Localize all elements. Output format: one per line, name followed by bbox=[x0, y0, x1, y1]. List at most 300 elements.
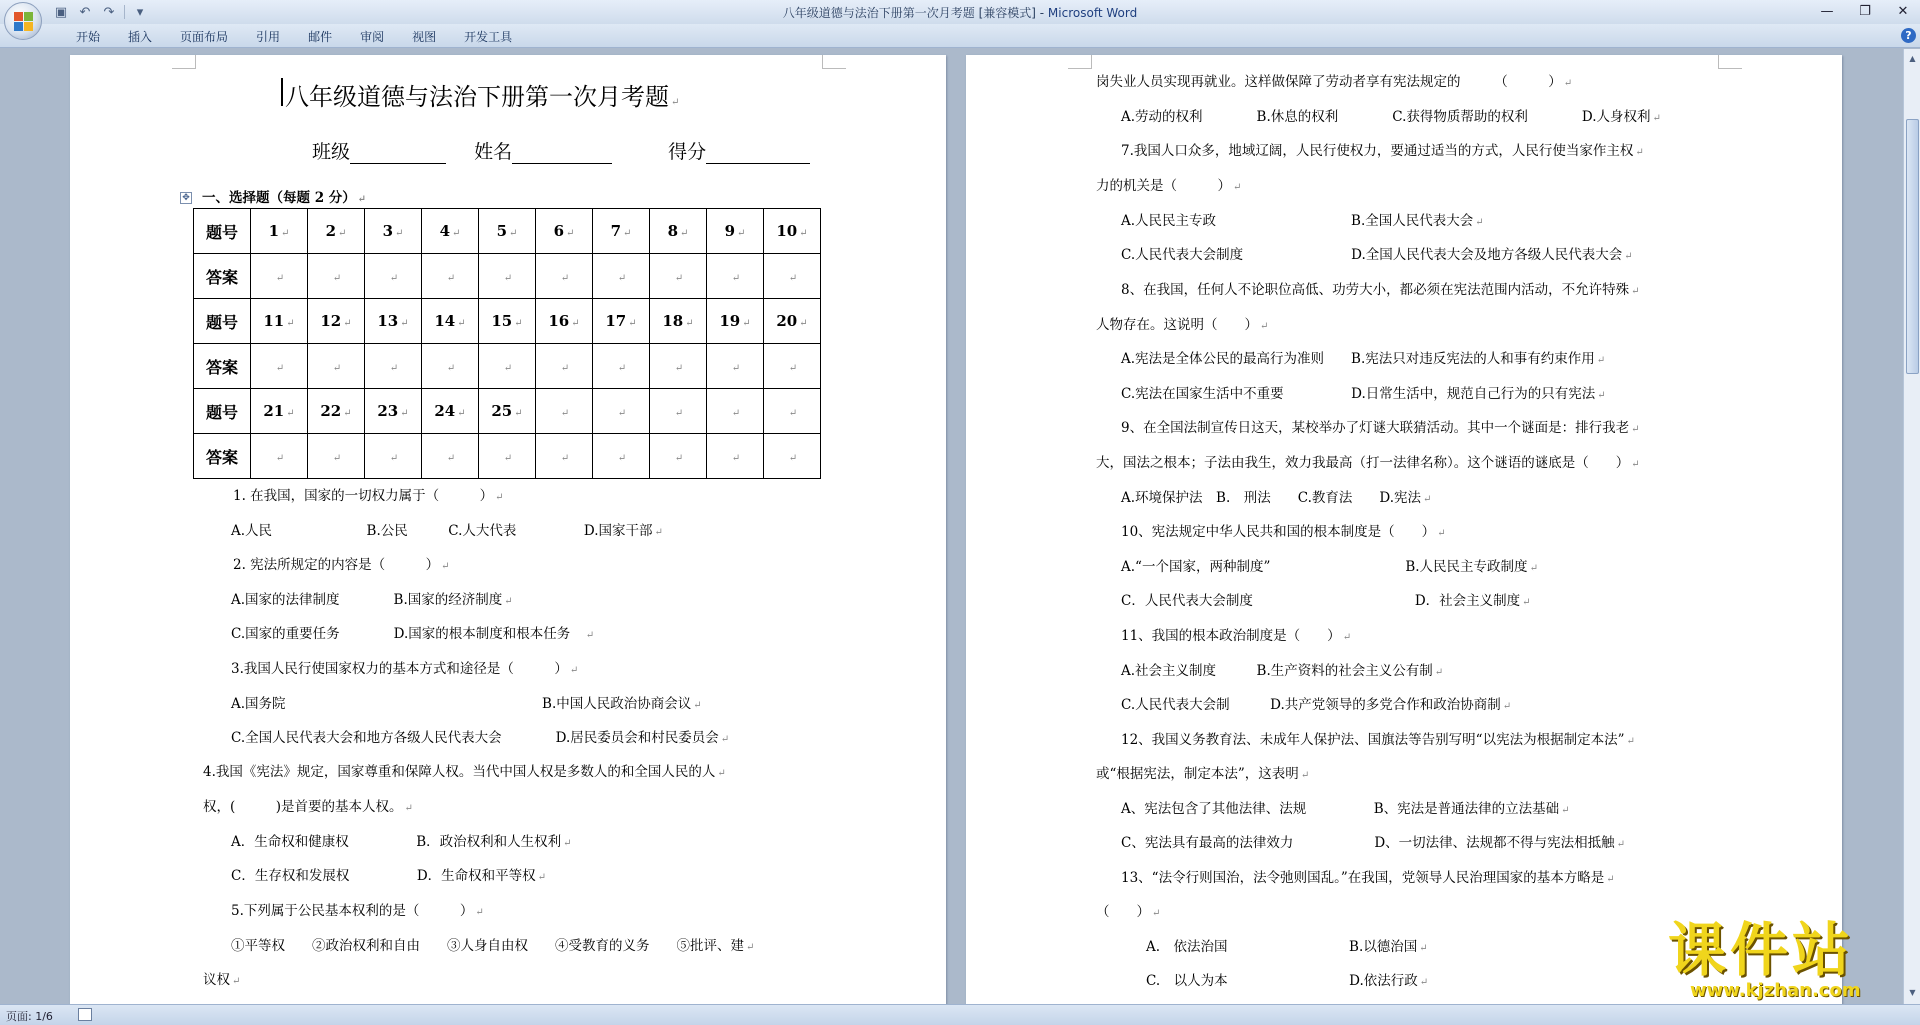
question-number: 23 bbox=[377, 402, 399, 420]
cell-mark: ↵ bbox=[281, 228, 290, 239]
paragraph-mark: ↵ bbox=[569, 665, 579, 676]
question-number: 11 bbox=[263, 312, 285, 330]
score-label: 得分 bbox=[668, 141, 707, 163]
question-line[interactable] bbox=[231, 937, 754, 957]
question-text: 12、我国义务教育法、未成年人保护法、国旗法等告别写明“以宪法为根据制定本法” bbox=[1121, 732, 1625, 748]
question-number-cell[interactable] bbox=[251, 299, 308, 344]
answer-cell[interactable] bbox=[593, 344, 650, 389]
paragraph-mark: ↵ bbox=[441, 561, 450, 572]
paragraph-mark: ↵ bbox=[1631, 459, 1640, 470]
document-heading[interactable] bbox=[285, 77, 679, 112]
question-line[interactable] bbox=[1096, 903, 1160, 923]
paragraph-mark: ↵ bbox=[1624, 251, 1633, 262]
title-bar bbox=[0, 0, 1920, 24]
question-line[interactable] bbox=[1121, 731, 1635, 751]
cell-mark: ↵ bbox=[457, 408, 466, 419]
answer-cell[interactable] bbox=[764, 434, 821, 479]
question-text: C．人民代表大会制度 D．社会主义制度 bbox=[1121, 593, 1521, 609]
question-text: 力的机关是（ ） bbox=[1096, 178, 1231, 194]
margin-corner-tl bbox=[1068, 55, 1092, 69]
question-line[interactable] bbox=[1121, 523, 1446, 543]
redo-icon[interactable]: ↷ bbox=[103, 4, 115, 20]
row-header-answer[interactable]: 答案 bbox=[194, 254, 251, 299]
question-number-cell[interactable] bbox=[308, 209, 365, 254]
question-number-cell[interactable] bbox=[251, 389, 308, 434]
answer-cell[interactable] bbox=[593, 254, 650, 299]
paragraph-mark: ↵ bbox=[1260, 321, 1269, 332]
question-line[interactable] bbox=[231, 833, 572, 853]
paragraph-mark: ↵ bbox=[1152, 908, 1161, 919]
question-text: A.人民 B.公民 C.人大代表 D.国家干部 bbox=[231, 523, 653, 539]
question-number: 17 bbox=[605, 312, 627, 330]
maximize-button[interactable]: ❐ bbox=[1859, 3, 1871, 19]
document-title: 八年级道德与法治下册第一次月考题 [兼容模式] - bbox=[782, 6, 1048, 20]
answer-cell[interactable] bbox=[308, 344, 365, 389]
question-number-cell[interactable] bbox=[308, 389, 365, 434]
scroll-down-icon[interactable]: ▼ bbox=[1909, 988, 1916, 997]
question-line[interactable] bbox=[231, 729, 729, 749]
question-number-cell[interactable] bbox=[593, 389, 650, 434]
cell-mark: ↵ bbox=[560, 453, 570, 464]
cell-mark: ↵ bbox=[332, 453, 342, 464]
question-text: A、宪法包含了其他法律、法规 B、宪法是普通法律的立法基础 bbox=[1121, 801, 1560, 817]
paragraph-mark: ↵ bbox=[1631, 424, 1640, 435]
cell-mark: ↵ bbox=[503, 363, 513, 374]
question-number: 18 bbox=[662, 312, 684, 330]
paragraph-mark: ↵ bbox=[1561, 805, 1570, 816]
answer-cell[interactable] bbox=[764, 344, 821, 389]
table-move-handle-icon[interactable]: ✥ bbox=[180, 192, 192, 204]
paragraph-mark: ↵ bbox=[1437, 528, 1446, 539]
question-number: 6 bbox=[553, 222, 565, 240]
question-number-cell[interactable] bbox=[650, 209, 707, 254]
question-line[interactable] bbox=[1121, 662, 1443, 682]
student-info-row[interactable] bbox=[312, 137, 832, 164]
paragraph-mark: ↵ bbox=[1419, 977, 1429, 988]
question-text: A.国务院 B.中国人民政治协商会议 bbox=[231, 696, 692, 712]
cell-mark: ↵ bbox=[503, 453, 513, 464]
question-text: 4.我国《宪法》规定，国家尊重和保障人权。当代中国人权是多数人的和全国人民的人 bbox=[203, 764, 716, 780]
question-number-cell[interactable] bbox=[650, 299, 707, 344]
minimize-button[interactable]: — bbox=[1820, 3, 1834, 19]
paragraph-mark: ↵ bbox=[357, 194, 367, 205]
question-line[interactable] bbox=[1121, 834, 1625, 854]
window-controls bbox=[1816, 1, 1914, 21]
question-text: 13、“法令行则国治，法令弛则国乱。”在我国，党领导人民治理国家的基本方略是 bbox=[1121, 870, 1605, 886]
question-line[interactable] bbox=[231, 867, 546, 887]
question-number: 10 bbox=[776, 222, 798, 240]
answer-cell[interactable] bbox=[365, 254, 422, 299]
question-text: 11、我国的根本政治制度是（ ） bbox=[1121, 628, 1341, 644]
question-text: C．生存权和发展权 D．生命权和平等权 bbox=[231, 868, 536, 884]
cell-mark: ↵ bbox=[799, 318, 808, 329]
question-text: 1. 在我国，国家的一切权力属于（ ） bbox=[233, 488, 494, 504]
answer-cell[interactable] bbox=[479, 254, 536, 299]
close-button[interactable]: ✕ bbox=[1897, 3, 1909, 19]
question-number-cell[interactable] bbox=[479, 209, 536, 254]
question-line[interactable] bbox=[231, 660, 578, 680]
cell-mark: ↵ bbox=[446, 273, 456, 284]
cell-mark: ↵ bbox=[617, 453, 627, 464]
cell-mark: ↵ bbox=[731, 453, 741, 464]
cell-mark: ↵ bbox=[788, 408, 798, 419]
answer-cell[interactable] bbox=[536, 254, 593, 299]
question-line[interactable] bbox=[203, 971, 240, 991]
answer-table[interactable] bbox=[193, 208, 821, 479]
cell-mark: ↵ bbox=[737, 228, 746, 239]
question-number: 9 bbox=[724, 222, 736, 240]
answer-cell[interactable] bbox=[365, 434, 422, 479]
paragraph-mark: ↵ bbox=[504, 596, 513, 607]
name-blank[interactable] bbox=[512, 144, 612, 164]
paragraph-mark: ↵ bbox=[1597, 390, 1606, 401]
question-text: 岗失业人员实现再就业。这样做保障了劳动者享有宪法规定的 （ ） bbox=[1096, 74, 1562, 90]
cell-mark: ↵ bbox=[286, 318, 295, 329]
cell-mark: ↵ bbox=[674, 453, 684, 464]
cell-mark: ↵ bbox=[674, 408, 684, 419]
answer-cell[interactable] bbox=[251, 344, 308, 389]
question-text: （ ） bbox=[1096, 904, 1150, 920]
watermark-text: 课件站 bbox=[1668, 916, 1855, 984]
answer-cell[interactable] bbox=[707, 434, 764, 479]
question-line[interactable] bbox=[1121, 558, 1538, 578]
scroll-up-icon[interactable]: ▲ bbox=[1909, 54, 1916, 63]
tab-developer[interactable]: 开发工具 bbox=[464, 30, 513, 44]
question-text: 大，国法之根本；子法由我生，效力我最高（打一法律名称）。这个谜语的谜底是（ ） bbox=[1096, 455, 1630, 471]
question-number-cell[interactable] bbox=[764, 299, 821, 344]
heading-text: 八年级道德与法治下册第一次月考题 bbox=[285, 83, 669, 111]
paragraph-mark: ↵ bbox=[1233, 182, 1242, 193]
question-number: 21 bbox=[263, 402, 285, 420]
question-number-cell[interactable] bbox=[422, 209, 479, 254]
question-line[interactable] bbox=[1121, 592, 1531, 612]
question-text: 议权 bbox=[203, 972, 230, 988]
score-blank[interactable] bbox=[706, 144, 810, 164]
cell-mark: ↵ bbox=[731, 363, 741, 374]
answer-cell[interactable] bbox=[365, 344, 422, 389]
question-number-cell[interactable] bbox=[764, 209, 821, 254]
cell-mark: ↵ bbox=[685, 318, 694, 329]
question-number: 14 bbox=[434, 312, 456, 330]
cell-mark: ↵ bbox=[400, 318, 409, 329]
tab-page-layout[interactable]: 页面布局 bbox=[180, 30, 229, 44]
question-line[interactable] bbox=[233, 487, 504, 507]
paragraph-mark: ↵ bbox=[563, 838, 572, 849]
question-number: 5 bbox=[496, 222, 508, 240]
paragraph-mark: ↵ bbox=[232, 976, 241, 987]
paragraph-mark: ↵ bbox=[1626, 736, 1635, 747]
cell-mark: ↵ bbox=[617, 273, 627, 284]
paragraph-mark: ↵ bbox=[693, 700, 702, 711]
question-line[interactable] bbox=[203, 763, 726, 783]
question-line[interactable] bbox=[231, 625, 594, 645]
question-number-cell[interactable] bbox=[593, 299, 650, 344]
question-number: 15 bbox=[491, 312, 513, 330]
answer-cell[interactable] bbox=[593, 434, 650, 479]
cell-mark: ↵ bbox=[389, 363, 399, 374]
cell-mark: ↵ bbox=[560, 408, 570, 419]
save-icon[interactable]: ▣ bbox=[54, 4, 68, 20]
question-number-cell[interactable] bbox=[365, 389, 422, 434]
question-number-cell[interactable] bbox=[707, 299, 764, 344]
question-number: 22 bbox=[320, 402, 342, 420]
question-number-cell[interactable] bbox=[707, 209, 764, 254]
paragraph-mark: ↵ bbox=[1652, 113, 1661, 124]
question-line[interactable] bbox=[1096, 765, 1309, 785]
question-line[interactable] bbox=[231, 695, 702, 715]
paragraph-mark: ↵ bbox=[1563, 78, 1573, 89]
answer-cell[interactable] bbox=[650, 344, 707, 389]
cell-mark: ↵ bbox=[731, 273, 741, 284]
document-workspace[interactable] bbox=[0, 49, 1900, 1004]
answer-cell[interactable] bbox=[707, 344, 764, 389]
answer-cell[interactable] bbox=[251, 434, 308, 479]
question-line[interactable] bbox=[1096, 73, 1572, 93]
question-line[interactable] bbox=[1121, 108, 1661, 128]
question-number-cell[interactable] bbox=[479, 389, 536, 434]
answer-cell[interactable] bbox=[422, 254, 479, 299]
customize-qat-dropdown-icon[interactable]: ▾ bbox=[136, 4, 144, 20]
answer-cell[interactable] bbox=[422, 434, 479, 479]
tab-mailings[interactable]: 邮件 bbox=[308, 30, 333, 44]
answer-table-answer-row bbox=[194, 344, 821, 389]
paragraph-mark: ↵ bbox=[1434, 667, 1444, 678]
cell-mark: ↵ bbox=[623, 228, 632, 239]
paragraph-mark: ↵ bbox=[1635, 147, 1644, 158]
paragraph-mark: ↵ bbox=[495, 492, 504, 503]
cell-mark: ↵ bbox=[788, 273, 798, 284]
question-text: A．生命权和健康权 B．政治权利和人生权利 bbox=[231, 834, 562, 850]
answer-cell[interactable] bbox=[308, 254, 365, 299]
question-number: 4 bbox=[439, 222, 451, 240]
paragraph-mark: ↵ bbox=[537, 872, 547, 883]
answer-cell[interactable] bbox=[764, 254, 821, 299]
answer-cell[interactable] bbox=[422, 344, 479, 389]
help-icon[interactable]: ? bbox=[1901, 28, 1916, 43]
margin-corner-tl bbox=[172, 55, 196, 69]
answer-cell[interactable] bbox=[479, 434, 536, 479]
paragraph-mark: ↵ bbox=[1522, 597, 1531, 608]
question-number-cell[interactable] bbox=[365, 209, 422, 254]
proofing-icon[interactable] bbox=[78, 1008, 92, 1021]
paragraph-mark: ↵ bbox=[1475, 217, 1484, 228]
question-number-cell[interactable] bbox=[251, 209, 308, 254]
question-line[interactable] bbox=[1096, 177, 1241, 197]
margin-corner-tr bbox=[822, 55, 846, 69]
question-number: 16 bbox=[548, 312, 570, 330]
question-number-cell[interactable] bbox=[422, 299, 479, 344]
answer-cell[interactable] bbox=[479, 344, 536, 389]
question-text: 2. 宪法所规定的内容是（ ） bbox=[233, 557, 440, 573]
question-number: 7 bbox=[610, 222, 622, 240]
paragraph-mark: ↵ bbox=[1342, 632, 1352, 643]
cell-mark: ↵ bbox=[731, 408, 741, 419]
question-number: 12 bbox=[320, 312, 342, 330]
question-text: 8、在我国，任何人不论职位高低、功劳大小，都必须在宪法范围内活动，不允许特殊 bbox=[1121, 282, 1630, 298]
row-header-number[interactable]: 题号 bbox=[194, 299, 251, 344]
page-count[interactable]: 页面: 1/6 bbox=[6, 1010, 53, 1023]
question-text: C.人民代表大会制度 D.全国人民代表大会及地方各级人民代表大会 bbox=[1121, 247, 1623, 263]
cell-mark: ↵ bbox=[799, 228, 808, 239]
question-line[interactable] bbox=[1121, 869, 1615, 889]
question-line[interactable] bbox=[231, 902, 484, 922]
cell-mark: ↵ bbox=[617, 408, 627, 419]
cell-mark: ↵ bbox=[503, 273, 513, 284]
name-label: 姓名 bbox=[474, 141, 513, 163]
cell-mark: ↵ bbox=[788, 453, 798, 464]
question-number-cell[interactable] bbox=[650, 389, 707, 434]
answer-table-number-row bbox=[194, 299, 821, 344]
page-2[interactable] bbox=[966, 55, 1842, 1004]
tab-insert[interactable]: 插入 bbox=[128, 30, 153, 44]
cell-mark: ↵ bbox=[275, 363, 285, 374]
row-header-number[interactable]: 题号 bbox=[194, 209, 251, 254]
scroll-thumb[interactable] bbox=[1906, 119, 1919, 374]
question-number-cell[interactable] bbox=[593, 209, 650, 254]
paragraph-mark: ↵ bbox=[1606, 874, 1615, 885]
office-button[interactable] bbox=[4, 2, 42, 40]
question-line[interactable] bbox=[231, 522, 663, 542]
answer-cell[interactable] bbox=[650, 254, 707, 299]
answer-table-answer-row bbox=[194, 254, 821, 299]
question-number: 2 bbox=[325, 222, 337, 240]
margin-corner-tr bbox=[1718, 55, 1742, 69]
tab-view[interactable]: 视图 bbox=[412, 30, 437, 44]
question-line[interactable] bbox=[233, 556, 450, 576]
question-text: 9、在全国法制宣传日这天，某校举办了灯谜大联猜活动。其中一个谜面是：排行我老 bbox=[1121, 420, 1630, 436]
paragraph-mark: ↵ bbox=[746, 942, 755, 953]
question-number-cell[interactable] bbox=[707, 389, 764, 434]
paragraph-mark: ↵ bbox=[654, 527, 663, 538]
cell-mark: ↵ bbox=[560, 273, 570, 284]
cell-mark: ↵ bbox=[788, 363, 798, 374]
paragraph-mark: ↵ bbox=[1300, 770, 1310, 781]
cell-mark: ↵ bbox=[560, 363, 570, 374]
paragraph-mark: ↵ bbox=[1502, 701, 1512, 712]
watermark bbox=[1668, 916, 1904, 1006]
tab-review[interactable]: 审阅 bbox=[360, 30, 385, 44]
question-number-cell[interactable] bbox=[479, 299, 536, 344]
question-number: 20 bbox=[776, 312, 798, 330]
question-line[interactable] bbox=[231, 591, 513, 611]
watermark-url: www.kjzhan.com bbox=[1690, 980, 1861, 1001]
cell-mark: ↵ bbox=[457, 318, 466, 329]
answer-cell[interactable] bbox=[650, 434, 707, 479]
question-number: 24 bbox=[434, 402, 456, 420]
section-heading bbox=[202, 186, 366, 206]
question-line[interactable] bbox=[1146, 938, 1428, 958]
row-header-answer[interactable]: 答案 bbox=[194, 344, 251, 389]
vertical-scrollbar[interactable] bbox=[1903, 49, 1920, 1004]
question-line[interactable] bbox=[1121, 142, 1644, 162]
question-line[interactable] bbox=[1146, 972, 1428, 992]
cell-mark: ↵ bbox=[509, 228, 518, 239]
question-number-cell[interactable] bbox=[365, 299, 422, 344]
question-line[interactable] bbox=[1121, 696, 1511, 716]
page-1[interactable] bbox=[70, 55, 946, 1004]
answer-cell[interactable] bbox=[251, 254, 308, 299]
tab-home[interactable]: 开始 bbox=[76, 30, 101, 44]
cell-mark: ↵ bbox=[275, 273, 285, 284]
question-line[interactable] bbox=[1096, 316, 1268, 336]
answer-cell[interactable] bbox=[707, 254, 764, 299]
question-number-cell[interactable] bbox=[308, 299, 365, 344]
paragraph-mark: ↵ bbox=[720, 734, 730, 745]
question-line[interactable] bbox=[1121, 419, 1639, 439]
question-number-cell[interactable] bbox=[536, 209, 593, 254]
answer-cell[interactable] bbox=[308, 434, 365, 479]
question-line[interactable] bbox=[1121, 246, 1633, 266]
question-line[interactable] bbox=[203, 798, 413, 818]
cell-mark: ↵ bbox=[446, 363, 456, 374]
question-number-cell[interactable] bbox=[764, 389, 821, 434]
question-text: 10、宪法规定中华人民共和国的根本制度是（ ） bbox=[1121, 524, 1436, 540]
cell-mark: ↵ bbox=[275, 453, 285, 464]
row-header-answer[interactable]: 答案 bbox=[194, 434, 251, 479]
question-text: ①平等权 ②政治权利和自由 ③人身自由权 ④受教育的义务 ⑤批评、建 bbox=[231, 938, 744, 954]
question-line[interactable] bbox=[1096, 454, 1640, 474]
cell-mark: ↵ bbox=[571, 318, 580, 329]
question-text: A.环境保护法 B. 刑法 C.教育法 D.宪法 bbox=[1121, 490, 1422, 506]
cell-mark: ↵ bbox=[514, 318, 523, 329]
paragraph-mark: ↵ bbox=[1529, 563, 1538, 574]
cell-mark: ↵ bbox=[514, 408, 523, 419]
question-line[interactable] bbox=[1121, 627, 1351, 647]
tab-references[interactable]: 引用 bbox=[256, 30, 281, 44]
text-cursor bbox=[281, 78, 283, 106]
paragraph-mark: ↵ bbox=[1616, 839, 1626, 850]
question-text: C.全国人民代表大会和地方各级人民代表大会 D.居民委员会和村民委员会 bbox=[231, 730, 719, 746]
cell-mark: ↵ bbox=[389, 453, 399, 464]
question-number-cell[interactable] bbox=[536, 389, 593, 434]
answer-cell[interactable] bbox=[536, 434, 593, 479]
question-line[interactable] bbox=[1121, 350, 1605, 370]
question-line[interactable] bbox=[1121, 385, 1606, 405]
row-header-number[interactable]: 题号 bbox=[194, 389, 251, 434]
cell-mark: ↵ bbox=[389, 273, 399, 284]
question-text: A.国家的法律制度 B.国家的经济制度 bbox=[231, 592, 503, 608]
cell-mark: ↵ bbox=[446, 453, 456, 464]
class-blank[interactable] bbox=[350, 144, 446, 164]
question-text: C. 以人为本 D.依法行政 bbox=[1146, 973, 1418, 989]
paragraph-mark: ↵ bbox=[717, 768, 726, 779]
ribbon-tabs-bar bbox=[0, 24, 1920, 48]
answer-cell[interactable] bbox=[536, 344, 593, 389]
question-number-cell[interactable] bbox=[536, 299, 593, 344]
cell-mark: ↵ bbox=[400, 408, 409, 419]
question-line[interactable] bbox=[1121, 489, 1431, 509]
question-number: 13 bbox=[377, 312, 399, 330]
question-text: C.国家的重要任务 D.国家的根本制度和根本任务 bbox=[231, 626, 584, 642]
question-number-cell[interactable] bbox=[422, 389, 479, 434]
question-line[interactable] bbox=[1121, 212, 1484, 232]
question-text: A.劳动的权利 B.休息的权利 C.获得物质帮助的权利 D.人身权利 bbox=[1121, 109, 1651, 125]
question-text: A.社会主义制度 B.生产资料的社会主义公有制 bbox=[1121, 663, 1433, 679]
cell-mark: ↵ bbox=[343, 408, 352, 419]
question-text: C、宪法具有最高的法律效力 D、一切法律、法规都不得与宪法相抵触 bbox=[1121, 835, 1615, 851]
cell-mark: ↵ bbox=[674, 363, 684, 374]
paragraph-mark: ↵ bbox=[585, 630, 595, 641]
question-text: A.“一个国家，两种制度” B.人民民主专政制度 bbox=[1121, 559, 1528, 575]
question-number: 8 bbox=[667, 222, 679, 240]
cell-mark: ↵ bbox=[286, 408, 295, 419]
undo-icon[interactable]: ↶ bbox=[79, 4, 91, 20]
question-text: C.宪法在国家生活中不重要 D.日常生活中，规范自己行为的只有宪法 bbox=[1121, 386, 1596, 402]
question-line[interactable] bbox=[1121, 800, 1570, 820]
question-line[interactable] bbox=[1121, 281, 1639, 301]
question-text: A. 依法治国 B.以德治国 bbox=[1146, 939, 1418, 955]
question-number: 19 bbox=[719, 312, 741, 330]
